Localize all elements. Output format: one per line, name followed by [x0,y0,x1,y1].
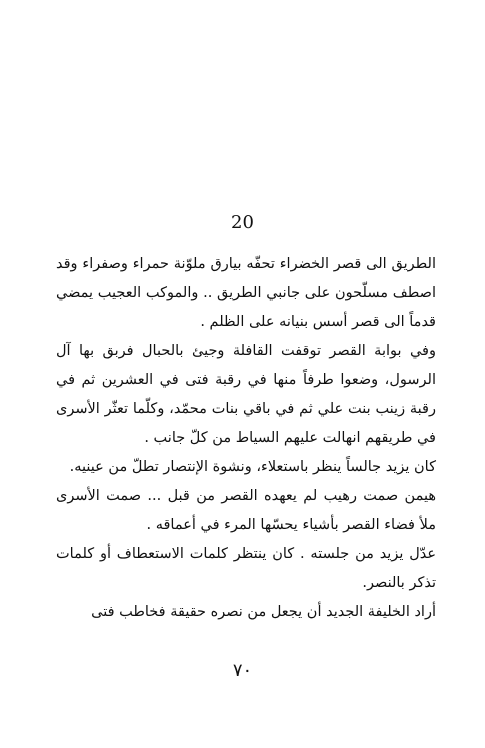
paragraph: عدّل يزيد من جلسته . كان ينتظر كلمات الاستعطاف أو كلمات تذكر بالنصر. [56,546,436,591]
paragraph: الطريق الى قصر الخضراء تحفّه بيارق ملوّنة حمراء وصفراء وقد اصطف مسلّحون على جانبي الطريق .. والموكب العجيب يمضي قدماً الى قصر أسس بنيانه على الظلم . [56,256,436,330]
paragraph: هيمن صمت رهيب لم يعهده القصر من قبل ... صمت الأسرى ملأ فضاء القصر بأشياء يحسّها المرء في أعماقه . [56,488,436,533]
paragraph: وفي بوابة القصر توقفت القافلة وجيئ بالحبال فربق بها آل الرسول، وضعوا طرفاً منها في رقبة فتى في العشرين ثم في رقبة زينب بنت علي ثم في باقي بنات محمّد، وكلّما تعثّر الأسرى في طريقهم انهالت عليهم السياط من كلّ جانب . [56,343,436,446]
chapter-number: 20 [231,212,254,233]
body-text [56,250,436,627]
page-number: ٧٠ [232,660,253,681]
paragraph: أراد الخليفة الجديد أن يجعل من نصره حقيقة فخاطب فتى [91,604,436,620]
paragraph: كان يزيد جالساً ينظر باستعلاء، ونشوة الإنتصار تطلّ من عينيه. [69,459,436,475]
